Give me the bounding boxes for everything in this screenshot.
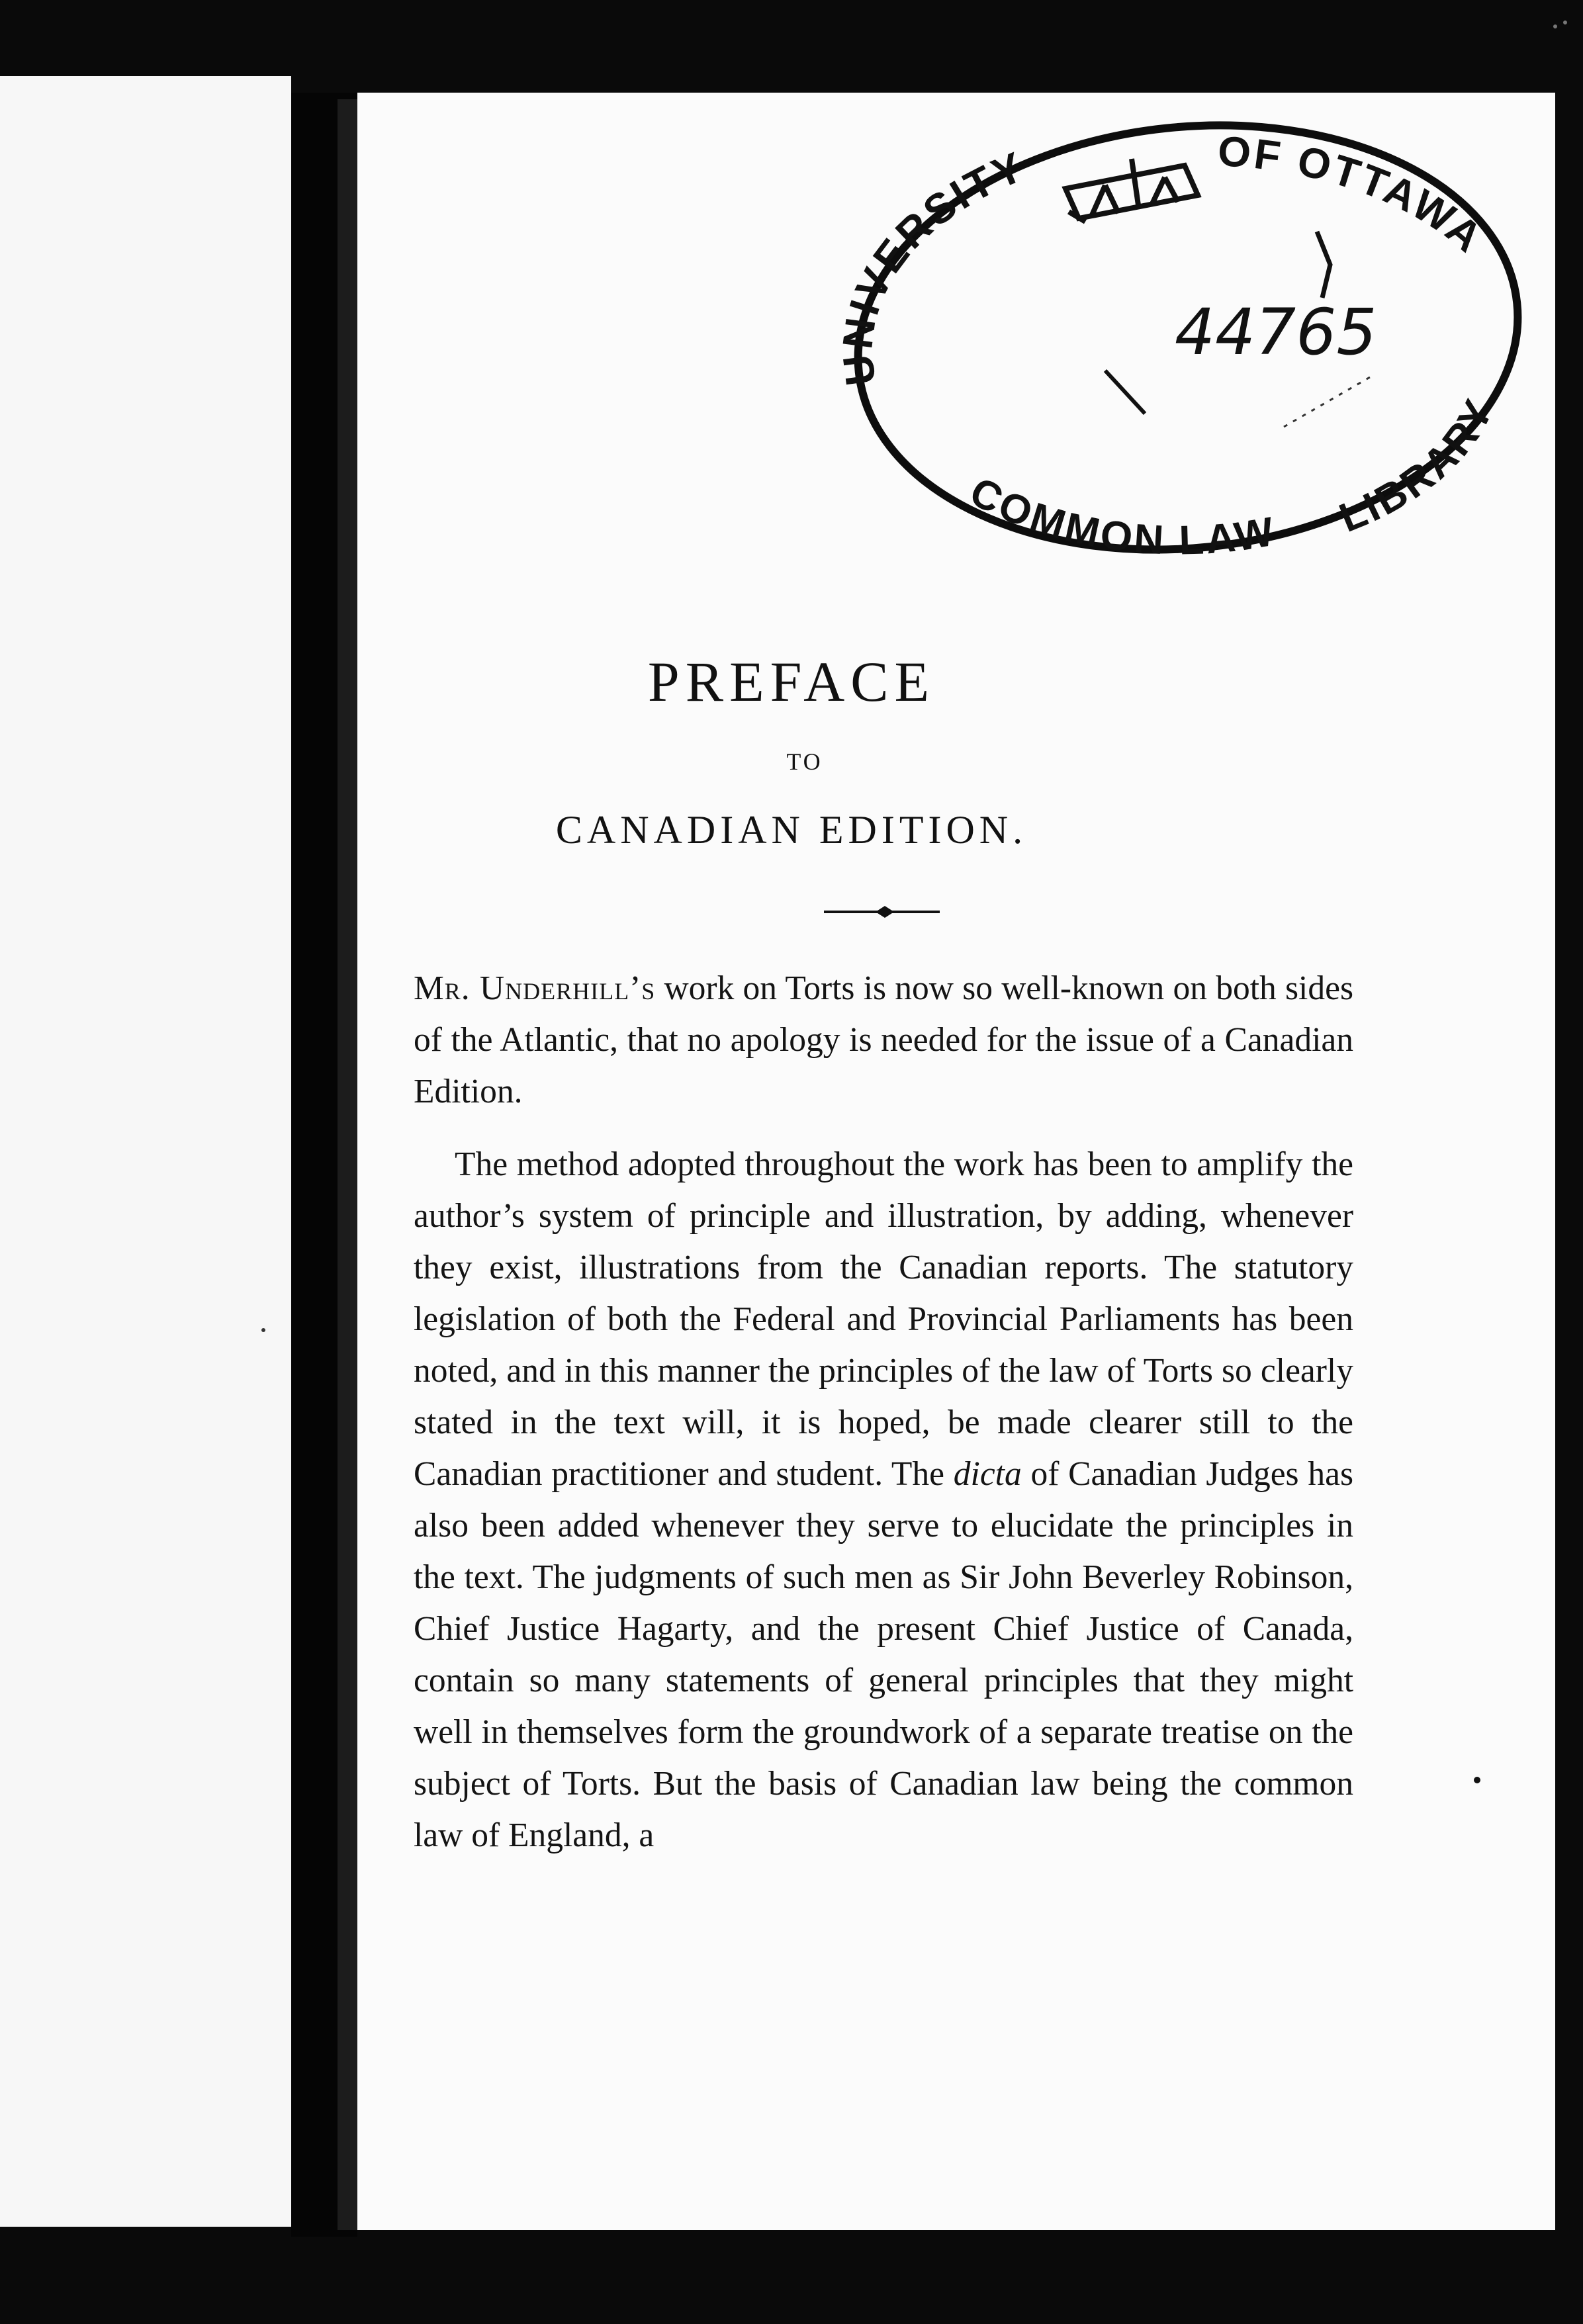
- stamp-top-arc: UNIVERSITY: [833, 142, 1032, 388]
- library-stamp: [827, 99, 1529, 582]
- left-page-leaf: [0, 76, 291, 2227]
- paragraph-1: [414, 963, 1353, 1118]
- page-title: PREFACE: [647, 650, 936, 713]
- stamp-bottom-arc: COMMON LAW: [962, 469, 1280, 564]
- author-name: Mr. Underhill’s: [414, 969, 656, 1007]
- svg-text:UNIVERSITY: [833, 142, 1032, 388]
- svg-text:LIBRARY: [1334, 391, 1504, 541]
- title-connector: TO: [786, 748, 823, 775]
- stamp-right-arc: OF OTTAWA: [1216, 126, 1494, 263]
- paragraph-2: [414, 1139, 1353, 1861]
- accession-number: 44765: [1175, 295, 1377, 369]
- paragraph-1-text: work on Torts is now so well-known on both sides of the Atlantic, that no apology is needed for the issue of a Canadian Edition.: [414, 969, 1353, 1110]
- svg-text:COMMON LAW: [962, 469, 1279, 564]
- gutter-shadow: [338, 99, 357, 2230]
- paragraph-2-text-a: The method adopted throughout the work has been to amplify the author’s system of principle and illustration, by adding, whenever they exist, illustrations from the Canadian reports. The statutory legislation of both the Federal and Provincial Parliaments has been noted, and in this manner the principles of the law of Torts so clearly stated in the text will, it is hoped, be made clearer still to the Canadian practitioner and student. The: [414, 1145, 1353, 1493]
- italic-term: dicta: [953, 1455, 1022, 1493]
- title-ornament: [824, 902, 940, 922]
- preface-body: [414, 963, 1353, 1883]
- stamp-right-lower-arc: LIBRARY: [1333, 390, 1504, 541]
- scales-of-justice-icon: [1065, 159, 1198, 222]
- paragraph-2-text-b: of Canadian Judges has also been added whenever they serve to elucidate the principles in the text. The judgments of such men as Sir John Beverley Robinson, Chief Justice Hagarty, and the present Chief Justice of Canada, contain so many statements of general principles that they might well in themselves form the groundwork of a separate treatise on the subject of Torts. But the basis of Canadian law being the common law of England, a: [414, 1455, 1353, 1854]
- page-subtitle: CANADIAN EDITION.: [555, 808, 1028, 852]
